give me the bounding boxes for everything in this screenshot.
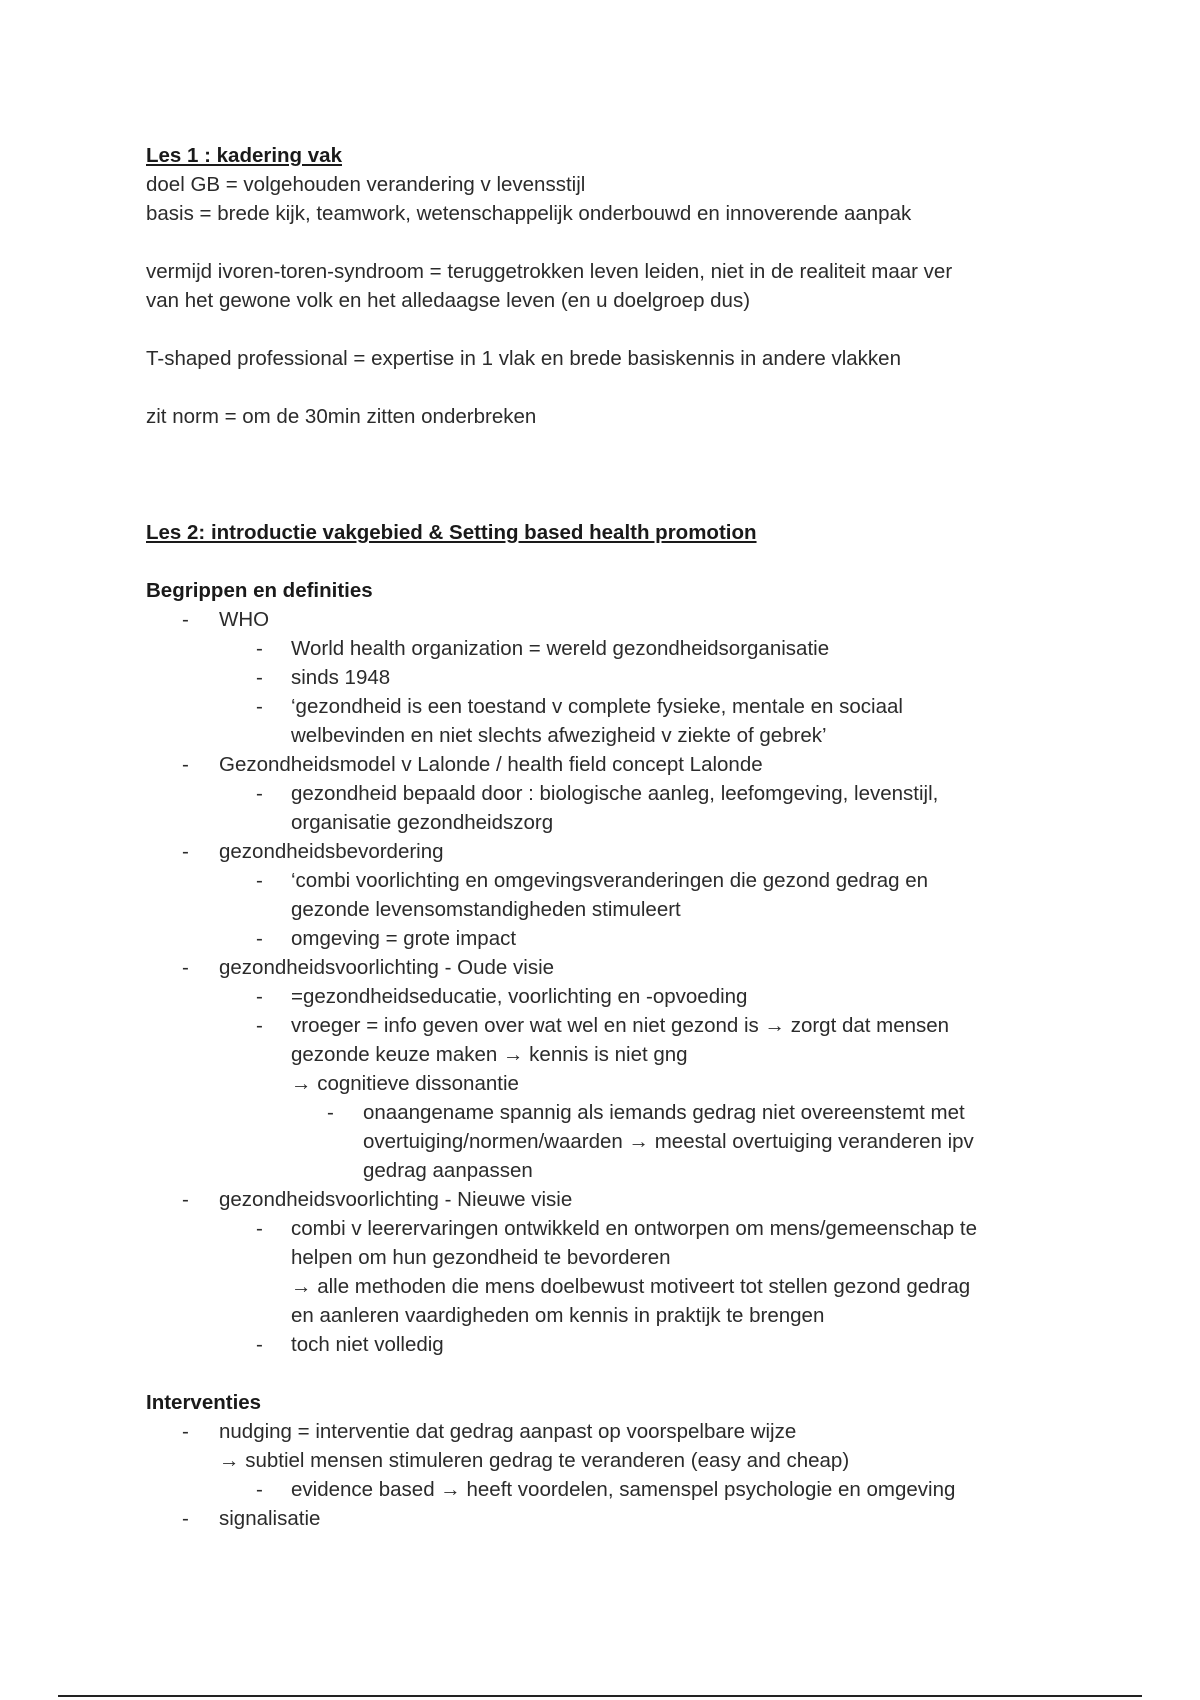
bullet-dash: - [256, 1333, 263, 1356]
bullet-dash: - [256, 927, 263, 950]
list-item-text: helpen om hun gezondheid te bevorderen [291, 1246, 671, 1269]
list-item-text: en aanleren vaardigheden om kennis in praktijk te brengen [291, 1304, 825, 1327]
bullet-dash: - [182, 1507, 189, 1530]
list-item [146, 1417, 1076, 1475]
list-item-text: overtuiging/normen/waarden → meestal overtuiging veranderen ipv [363, 1130, 974, 1153]
begrippen-title: Begrippen en definities [146, 579, 373, 602]
bullet-dash: - [256, 1014, 263, 1037]
les1-tshaped: T-shaped professional = expertise in 1 vlak en brede basiskennis in andere vlakken [146, 347, 901, 370]
bullet-dash: - [256, 666, 263, 689]
list-item-text: combi v leerervaringen ontwikkeld en ontworpen om mens/gemeenschap te [291, 1217, 977, 1240]
list-item [146, 1098, 1076, 1185]
oude-visie-label: gezondheidsvoorlichting - Oude visie [219, 956, 555, 979]
list-item [146, 1011, 1076, 1098]
list-item [146, 1475, 1076, 1504]
list-item [146, 1185, 1076, 1214]
les1-ivoren-line: van het gewone volk en het alledaagse leven (en u doelgroep dus) [146, 289, 751, 312]
list-item-text: gedrag aanpassen [363, 1159, 533, 1182]
list-item [146, 866, 1076, 924]
bullet-dash: - [182, 956, 189, 979]
bullet-dash: - [182, 608, 189, 631]
list-item [146, 1330, 1076, 1359]
les1-heading: Les 1 : kadering vak [146, 144, 342, 167]
list-item [146, 634, 1076, 663]
list-item-text: gezonde keuze maken → kennis is niet gng [291, 1043, 688, 1066]
list-item-text: onaangename spannig als iemands gedrag niet overeenstemt met [363, 1101, 965, 1124]
bullet-dash: - [256, 637, 263, 660]
bullet-dash: - [327, 1101, 334, 1124]
bullet-dash: - [256, 782, 263, 805]
list-item-text: ‘combi voorlichting en omgevingsveranderingen die gezond gedrag en [291, 869, 929, 892]
list-item-text: → cognitieve dissonantie [291, 1072, 519, 1095]
page-bottom-rule [58, 1695, 1142, 1697]
bullet-dash: - [256, 695, 263, 718]
list-item-text: toch niet volledig [291, 1333, 444, 1356]
bevordering-label: gezondheidsbevordering [219, 840, 444, 863]
list-item-text: gezonde levensomstandigheden stimuleert [291, 898, 681, 921]
bullet-dash: - [182, 1420, 189, 1443]
list-item [146, 982, 1076, 1011]
who-label: WHO [219, 608, 270, 631]
list-item [146, 605, 1076, 634]
les1-zitnorm: zit norm = om de 30min zitten onderbreken [146, 405, 537, 428]
list-item-text: gezondheid bepaald door : biologische aanleg, leefomgeving, levenstijl, [291, 782, 939, 805]
list-item-text: organisatie gezondheidszorg [291, 811, 554, 834]
bullet-dash: - [256, 1478, 263, 1501]
list-item-text: welbevinden en niet slechts afwezigheid v ziekte of gebrek’ [291, 724, 827, 747]
list-item-text: evidence based → heeft voordelen, samenspel psychologie en omgeving [291, 1478, 956, 1501]
list-item-text: sinds 1948 [291, 666, 391, 689]
list-item [146, 750, 1076, 779]
interventies-title: Interventies [146, 1391, 262, 1414]
bullet-dash: - [182, 1188, 189, 1211]
list-item [146, 1504, 1076, 1533]
list-item [146, 663, 1076, 692]
les1-ivoren-line: vermijd ivoren-toren-syndroom = teruggetrokken leven leiden, niet in de realiteit maar ver [146, 260, 953, 283]
list-item-text: nudging = interventie dat gedrag aanpast op voorspelbare wijze [219, 1420, 797, 1443]
bullet-dash: - [256, 1217, 263, 1240]
list-item-text: → alle methoden die mens doelbewust motiveert tot stellen gezond gedrag [291, 1275, 971, 1298]
list-item [146, 837, 1076, 866]
les1-basis: basis = brede kijk, teamwork, wetenschappelijk onderbouwd en innoverende aanpak [146, 202, 912, 225]
nieuwe-visie-label: gezondheidsvoorlichting - Nieuwe visie [219, 1188, 573, 1211]
lalonde-label: Gezondheidsmodel v Lalonde / health field concept Lalonde [219, 753, 763, 776]
bullet-dash: - [256, 869, 263, 892]
les1-doel: doel GB = volgehouden verandering v levensstijl [146, 173, 586, 196]
list-item [146, 953, 1076, 982]
list-item [146, 779, 1076, 837]
list-item-text: World health organization = wereld gezondheidsorganisatie [291, 637, 830, 660]
document-page [146, 141, 1076, 1533]
list-item-text: → subtiel mensen stimuleren gedrag te veranderen (easy and cheap) [219, 1449, 850, 1472]
list-item-text: ‘gezondheid is een toestand v complete fysieke, mentale en sociaal [291, 695, 903, 718]
les2-heading: Les 2: introductie vakgebied & Setting based health promotion [146, 521, 757, 544]
bullet-dash: - [182, 840, 189, 863]
list-item-text: omgeving = grote impact [291, 927, 517, 950]
list-item-text: =gezondheidseducatie, voorlichting en -opvoeding [291, 985, 748, 1008]
list-item-text: signalisatie [219, 1507, 321, 1530]
list-item [146, 692, 1076, 750]
bullet-dash: - [182, 753, 189, 776]
list-item-text: vroeger = info geven over wat wel en niet gezond is → zorgt dat mensen [291, 1014, 950, 1037]
bullet-dash: - [256, 985, 263, 1008]
list-item [146, 924, 1076, 953]
list-item [146, 1214, 1076, 1330]
